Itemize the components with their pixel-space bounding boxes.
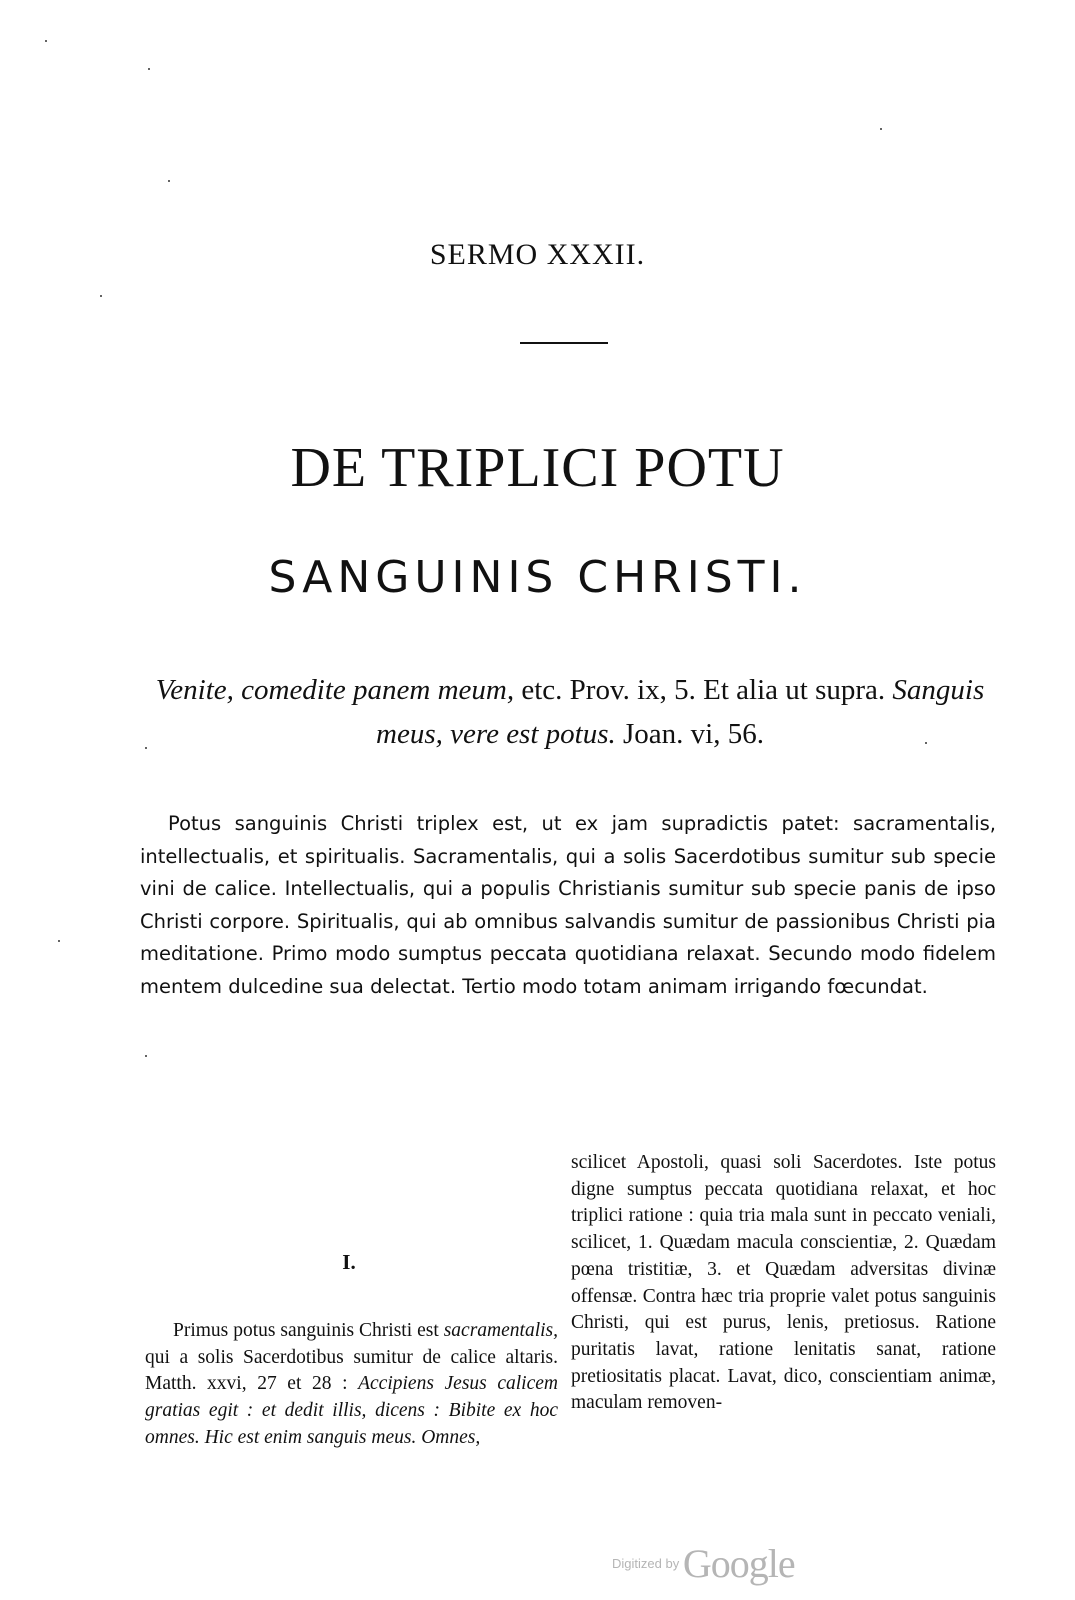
sermon-summary: Potus sanguinis Christi triplex est, ut ex jam supradictis patet: sacramentalis, intellectualis, et spiritualis. Sacramentalis, qui a solis Sacerdotibus sumitur sub specie vini de calice. Intellectualis, qui a populis Christianis sumitur sub specie panis de ipso Christi corpore. Spiritualis, qui ab omnibus salvandis sumitur de passionibus Christi pia meditatione. Primo modo sumptus peccata quotidiana relaxat. Secundo modo fidelem mentem dulcedine sua delectat. Tertio modo totam animam irrigando fœcundat. [140,812,996,998]
scan-speck [100,295,102,297]
sermon-number: SERMO XXXII. [429,238,646,271]
right-column-text: scilicet Apostoli, quasi soli Sacerdotes. Iste potus digne sumptus peccata quotidiana relaxat, et hoc triplici ratione : quia tria mala sunt in peccato veniali, scilicet, 1. Quædam macula conscientiæ, 2. Quædam pœna tristitiæ, 3. et Quædam adversitas divinæ offensæ. Contra hæc tria proprie valet potus sanguinis Christi, qui est purus, lenis, pretiosus. Ratione puritatis lavat, ratione lenitatis sanat, ratione pretiositatis placat. Lavat, dico, conscientiam animæ, maculam removen- [571,1152,996,1414]
epigraph-reference-1: etc. Prov. ix, 5. Et alia ut supra. [514,674,893,706]
google-logo: Google [682,1541,795,1586]
left-column-scripture-quote: Accipiens Jesus calicem gratias egit : et dedit illis, dicens : Bibite ex hoc omnes. Hic est enim sanguis meus. Omnes, [145,1373,558,1448]
scan-speck [58,940,60,942]
epigraph-quote-2: Sanguis meus, vere est potus. [376,674,985,750]
title-line-2: SANGUINIS CHRISTI. [268,552,807,603]
epigraph-reference-2: Joan. vi, 56. [615,718,764,750]
title-rule [520,342,608,344]
scan-speck [148,68,150,70]
epigraph [145,668,995,756]
left-column-sentence: Primus potus sanguinis Christi est [173,1320,444,1341]
scan-speck [45,40,47,42]
left-column-italic-term: sacramentalis, [443,1320,558,1341]
scan-speck [145,1055,147,1057]
scan-speck [168,180,170,182]
digitized-by-label: Digitized by [612,1556,683,1571]
left-column-sentence: qui a solis Sacerdotibus sumitur de calice altaris. Matth. xxvi, 27 et 28 : [145,1346,558,1395]
left-column-text [145,1318,558,1452]
digitized-watermark [612,1540,795,1587]
epigraph-quote-1: Venite, comedite panem meum, [155,674,515,706]
scan-speck [880,128,882,130]
title-line-1: DE TRIPLICI POTU [290,437,785,499]
section-number: I. [342,1250,356,1274]
